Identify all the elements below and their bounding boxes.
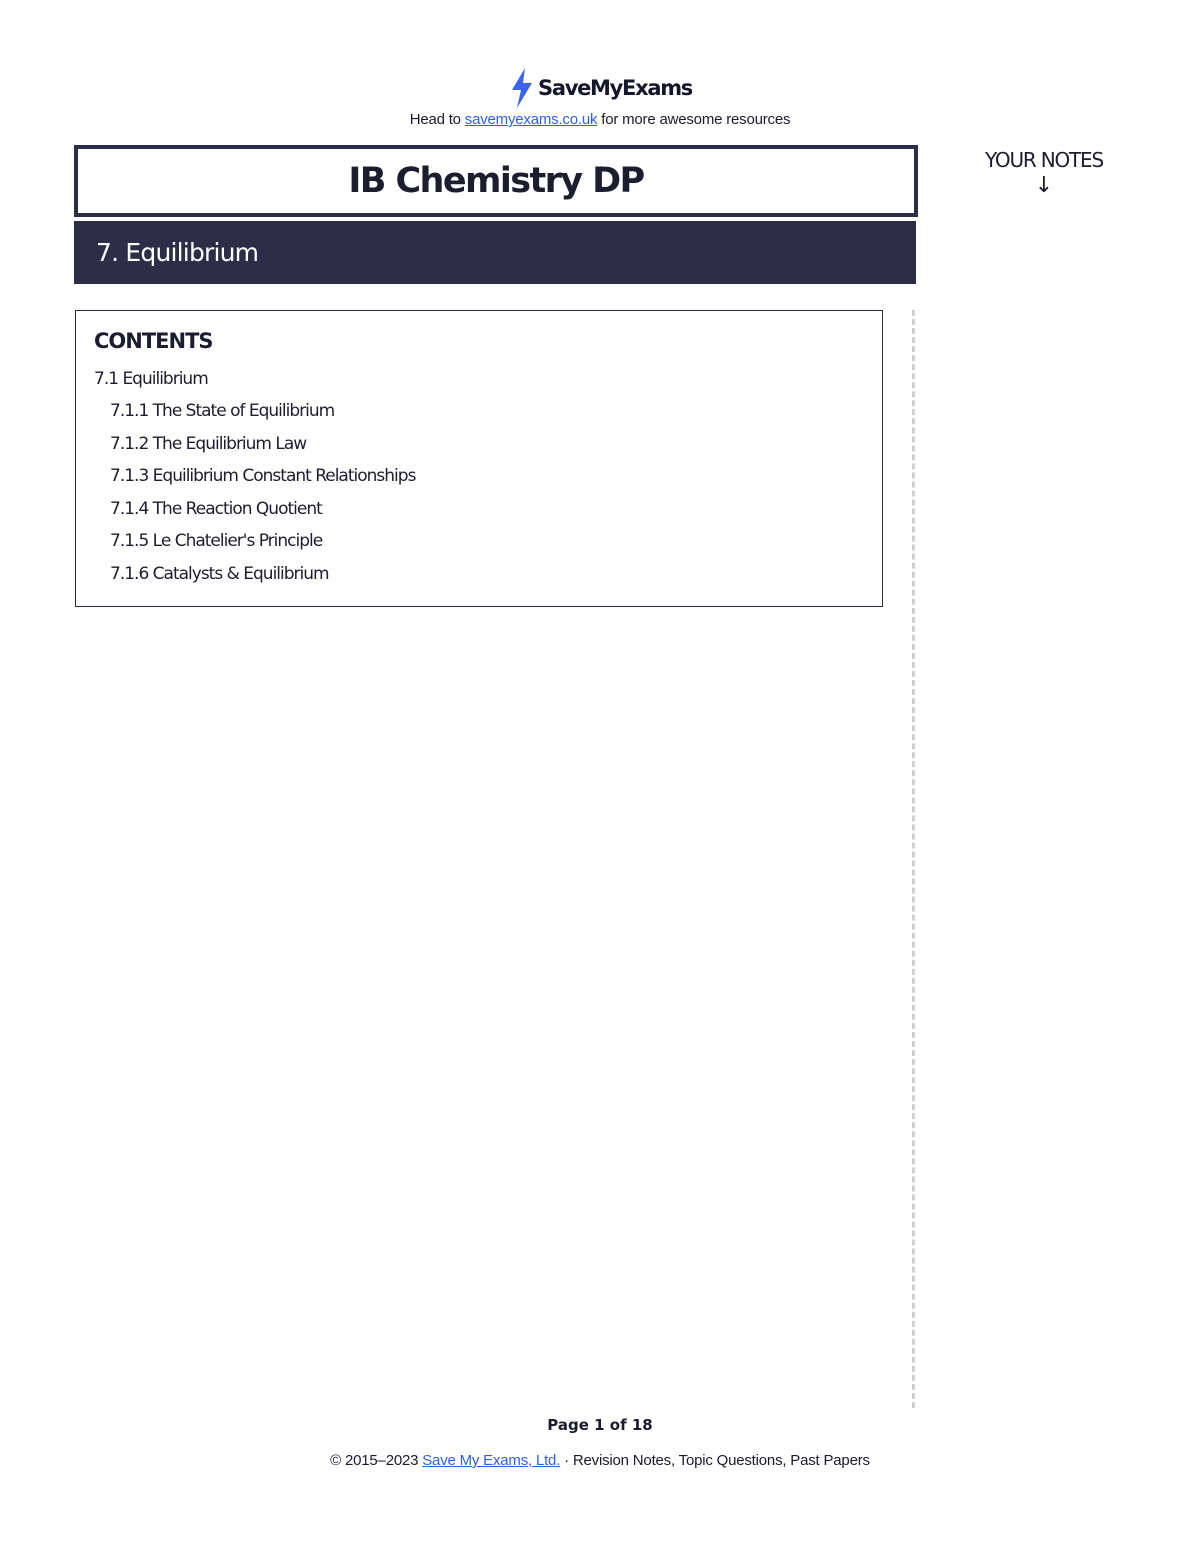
toc-item-7-1-1[interactable]: 7.1.1 The State of Equilibrium: [110, 401, 335, 421]
lightning-bolt-icon: [508, 67, 536, 109]
brand-name: SaveMyExams: [538, 76, 692, 100]
toc-item-7-1-3[interactable]: 7.1.3 Equilibrium Constant Relationships: [110, 466, 416, 486]
notes-text: YOUR NOTES: [984, 148, 1103, 172]
toc-item-7-1-2[interactable]: 7.1.2 The Equilibrium Law: [110, 434, 307, 454]
chapter-title: 7. Equilibrium: [96, 238, 259, 267]
footer-text: · Revision Notes, Topic Questions, Past Papers: [560, 1452, 870, 1469]
title-box: [74, 145, 918, 217]
toc-item-7-1-6[interactable]: 7.1.6 Catalysts & Equilibrium: [110, 564, 329, 584]
site-link[interactable]: savemyexams.co.uk: [464, 111, 598, 128]
logo[interactable]: [0, 66, 1200, 110]
logo-group: [508, 67, 692, 109]
arrow-down-icon: ↓: [1034, 173, 1054, 198]
footer: [0, 1452, 1200, 1469]
your-notes-label: [960, 148, 1128, 198]
page-number: Page 1 of 18: [547, 1416, 653, 1434]
contents-heading: CONTENTS: [94, 329, 213, 353]
tagline-suffix: for more awesome resources: [597, 111, 791, 128]
notes-divider: [912, 310, 915, 1408]
chapter-banner: [74, 221, 916, 284]
footer-copyright: © 2015–2023: [330, 1452, 423, 1469]
tagline-prefix: Head to: [409, 111, 465, 128]
header-tagline: [0, 111, 1200, 128]
toc-item-7-1-5[interactable]: 7.1.5 Le Chatelier's Principle: [110, 531, 323, 551]
footer-link[interactable]: Save My Exams, Ltd.: [422, 1452, 561, 1469]
toc-item-7-1-4[interactable]: 7.1.4 The Reaction Quotient: [110, 499, 322, 519]
document-title: IB Chemistry DP: [348, 161, 644, 201]
toc-item-7-1[interactable]: 7.1 Equilibrium: [94, 369, 208, 389]
contents-box: [75, 310, 883, 607]
